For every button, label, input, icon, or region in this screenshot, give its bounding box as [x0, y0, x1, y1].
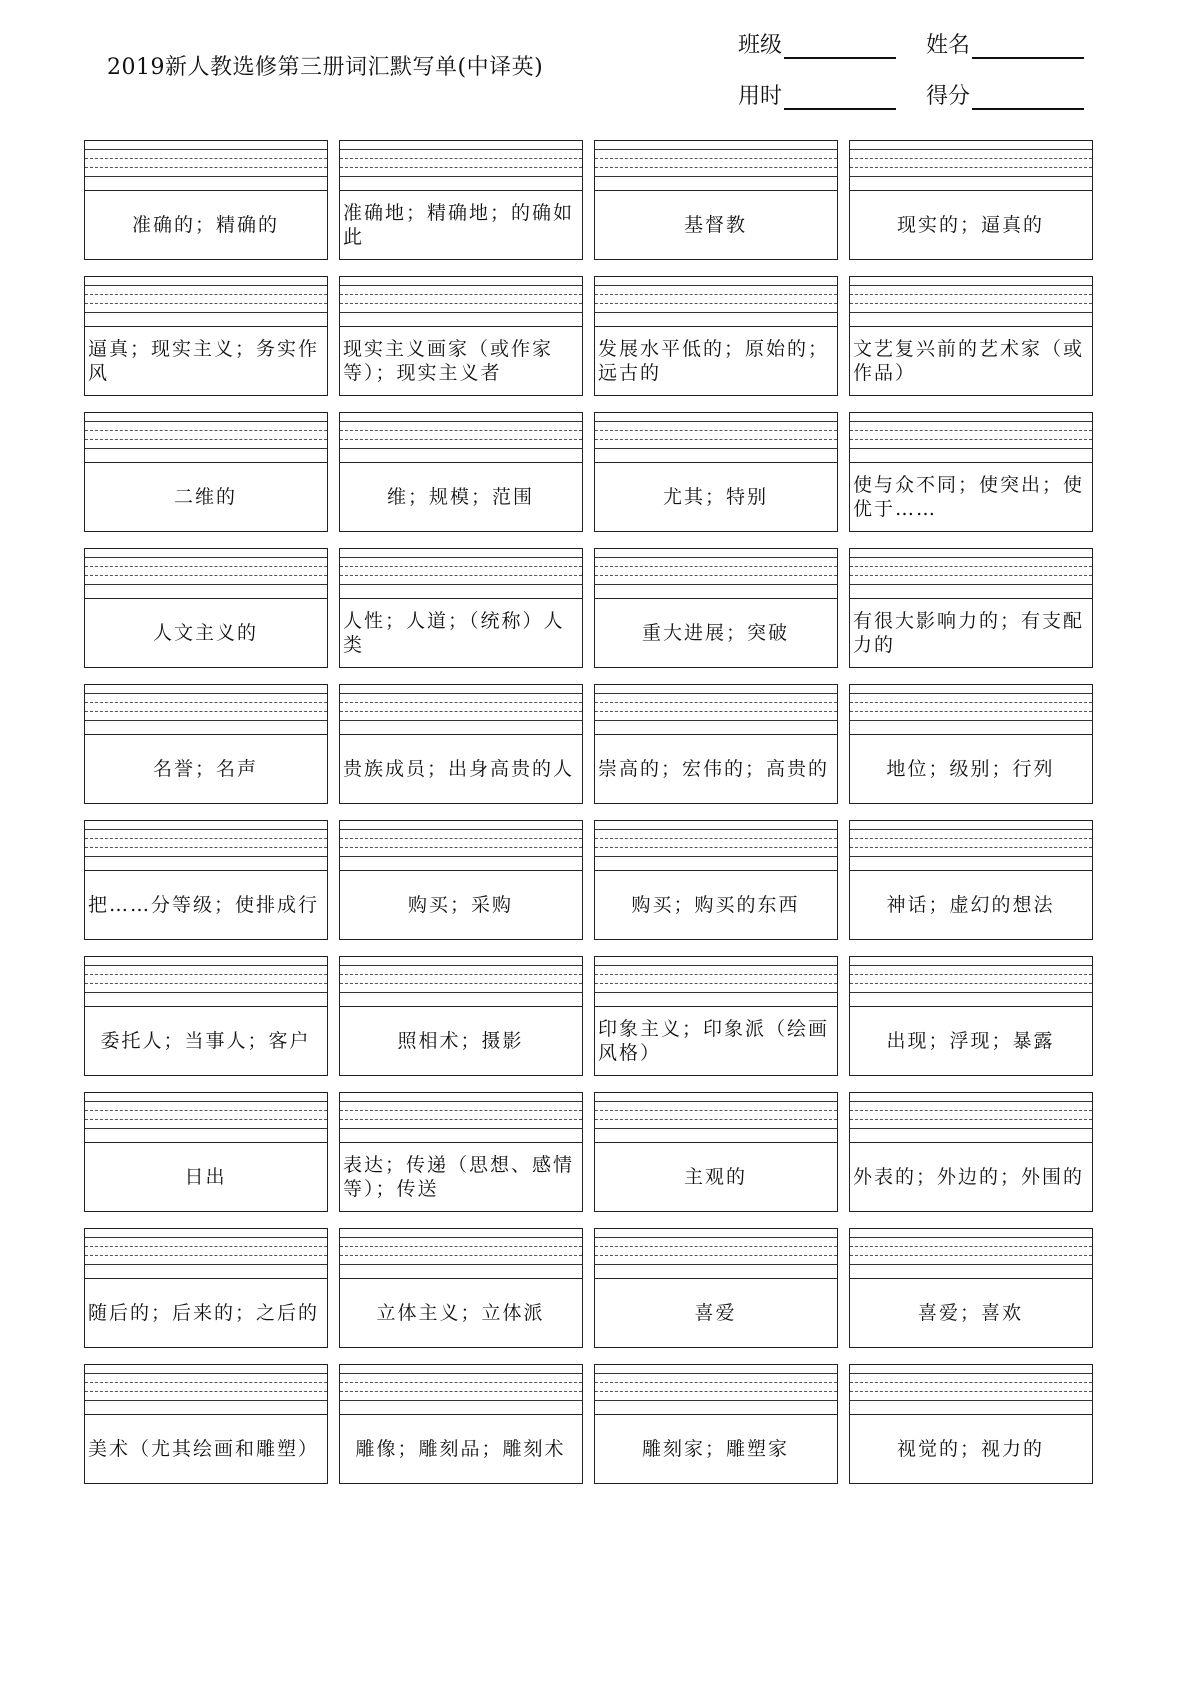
- guide-solid-line: [595, 176, 837, 177]
- guide-solid-line: [340, 720, 582, 721]
- vocab-cell: [339, 820, 583, 940]
- answer-writing-area[interactable]: [850, 1229, 1092, 1279]
- guide-solid-line: [340, 557, 582, 558]
- guide-solid-line: [850, 312, 1092, 313]
- guide-dashed-line: [850, 1382, 1092, 1383]
- guide-dashed-line: [850, 158, 1092, 159]
- chinese-meaning: 有很大影响力的；有支配力的: [853, 610, 1085, 656]
- chinese-meaning: 外表的；外边的；外围的: [853, 1166, 1085, 1188]
- guide-solid-line: [850, 992, 1092, 993]
- vocab-cell: [849, 548, 1093, 668]
- guide-solid-line: [85, 312, 327, 313]
- vocab-cell: [594, 548, 838, 668]
- guide-solid-line: [340, 421, 582, 422]
- guide-solid-line: [850, 693, 1092, 694]
- vocab-cell: [339, 140, 583, 260]
- guide-solid-line: [850, 1237, 1092, 1238]
- chinese-meaning: 地位；级别；行列: [886, 758, 1055, 780]
- answer-writing-area[interactable]: [595, 821, 837, 871]
- answer-writing-area[interactable]: [595, 1365, 837, 1415]
- answer-writing-area[interactable]: [340, 413, 582, 463]
- chinese-meaning: 逼真；现实主义；务实作风: [88, 338, 320, 384]
- chinese-meaning: 委托人；当事人；客户: [100, 1030, 311, 1052]
- guide-dashed-line: [340, 158, 582, 159]
- guide-dashed-line: [85, 294, 327, 295]
- answer-writing-area[interactable]: [340, 957, 582, 1007]
- guide-solid-line: [340, 149, 582, 150]
- guide-solid-line: [85, 720, 327, 721]
- time-field: [738, 79, 896, 110]
- guide-dashed-line: [85, 1255, 327, 1256]
- guide-dashed-line: [340, 294, 582, 295]
- answer-writing-area[interactable]: [595, 957, 837, 1007]
- vocab-cell: [594, 820, 838, 940]
- guide-solid-line: [595, 720, 837, 721]
- answer-writing-area[interactable]: [850, 685, 1092, 735]
- guide-dashed-line: [85, 575, 327, 576]
- guide-solid-line: [595, 448, 837, 449]
- guide-solid-line: [595, 856, 837, 857]
- guide-dashed-line: [85, 702, 327, 703]
- answer-writing-area[interactable]: [340, 1093, 582, 1143]
- chinese-meaning: 雕刻家；雕塑家: [641, 1438, 789, 1460]
- answer-writing-area[interactable]: [595, 141, 837, 191]
- guide-dashed-line: [85, 430, 327, 431]
- name-field: [926, 28, 1084, 59]
- guide-dashed-line: [85, 983, 327, 984]
- vocab-cell: [594, 140, 838, 260]
- vocab-cell: [594, 684, 838, 804]
- guide-solid-line: [340, 312, 582, 313]
- time-blank[interactable]: [784, 82, 896, 110]
- chinese-meaning: 购买；采购: [407, 894, 513, 916]
- guide-solid-line: [595, 965, 837, 966]
- chinese-meaning: 文艺复兴前的艺术家（或作品）: [853, 338, 1085, 384]
- answer-writing-area[interactable]: [340, 549, 582, 599]
- guide-solid-line: [850, 1400, 1092, 1401]
- chinese-meaning: 人文主义的: [152, 622, 258, 644]
- vocabulary-grid: [84, 140, 1093, 1484]
- guide-dashed-line: [850, 303, 1092, 304]
- guide-dashed-line: [85, 1110, 327, 1111]
- chinese-meaning: 照相术；摄影: [397, 1030, 524, 1052]
- guide-dashed-line: [340, 566, 582, 567]
- answer-writing-area[interactable]: [595, 685, 837, 735]
- chinese-meaning: 基督教: [683, 214, 747, 236]
- guide-dashed-line: [85, 974, 327, 975]
- guide-dashed-line: [85, 167, 327, 168]
- guide-solid-line: [595, 149, 837, 150]
- answer-writing-area[interactable]: [340, 685, 582, 735]
- class-label: 班级: [738, 33, 783, 58]
- guide-solid-line: [85, 965, 327, 966]
- answer-writing-area[interactable]: [85, 957, 327, 1007]
- guide-dashed-line: [85, 1391, 327, 1392]
- guide-dashed-line: [850, 1391, 1092, 1392]
- guide-dashed-line: [850, 974, 1092, 975]
- time-label: 用时: [738, 84, 783, 109]
- vocab-cell: [594, 276, 838, 396]
- guide-dashed-line: [595, 439, 837, 440]
- guide-solid-line: [595, 992, 837, 993]
- guide-dashed-line: [595, 838, 837, 839]
- vocab-cell: [84, 276, 328, 396]
- chinese-meaning: 喜爱: [694, 1302, 737, 1324]
- guide-solid-line: [340, 285, 582, 286]
- guide-dashed-line: [340, 1391, 582, 1392]
- vocab-cell: [339, 1092, 583, 1212]
- guide-solid-line: [850, 1101, 1092, 1102]
- guide-dashed-line: [85, 711, 327, 712]
- answer-writing-area[interactable]: [850, 413, 1092, 463]
- chinese-meaning: 准确地；精确地；的确如此: [343, 202, 575, 248]
- guide-solid-line: [85, 557, 327, 558]
- guide-dashed-line: [595, 167, 837, 168]
- vocab-cell: [594, 956, 838, 1076]
- chinese-meaning: 二维的: [173, 486, 237, 508]
- guide-dashed-line: [85, 1119, 327, 1120]
- guide-solid-line: [595, 1400, 837, 1401]
- guide-solid-line: [85, 584, 327, 585]
- guide-dashed-line: [595, 1255, 837, 1256]
- answer-writing-area[interactable]: [340, 1365, 582, 1415]
- guide-dashed-line: [850, 838, 1092, 839]
- answer-writing-area[interactable]: [340, 1229, 582, 1279]
- guide-dashed-line: [850, 847, 1092, 848]
- class-field: [738, 28, 896, 59]
- guide-dashed-line: [85, 439, 327, 440]
- guide-solid-line: [340, 693, 582, 694]
- name-label: 姓名: [926, 33, 971, 58]
- guide-dashed-line: [595, 575, 837, 576]
- vocab-cell: [84, 684, 328, 804]
- chinese-meaning: 把……分等级；使排成行: [88, 894, 320, 916]
- guide-solid-line: [850, 856, 1092, 857]
- guide-solid-line: [85, 1101, 327, 1102]
- guide-solid-line: [850, 1128, 1092, 1129]
- guide-solid-line: [595, 829, 837, 830]
- vocab-cell: [84, 140, 328, 260]
- guide-dashed-line: [340, 1119, 582, 1120]
- guide-solid-line: [850, 176, 1092, 177]
- guide-dashed-line: [850, 1255, 1092, 1256]
- name-blank[interactable]: [972, 31, 1084, 59]
- vocab-cell: [594, 412, 838, 532]
- guide-dashed-line: [85, 566, 327, 567]
- guide-solid-line: [85, 176, 327, 177]
- vocab-cell: [339, 276, 583, 396]
- guide-dashed-line: [85, 158, 327, 159]
- guide-dashed-line: [340, 1246, 582, 1247]
- guide-dashed-line: [340, 575, 582, 576]
- chinese-meaning: 现实的；逼真的: [896, 214, 1044, 236]
- guide-dashed-line: [595, 711, 837, 712]
- guide-solid-line: [85, 992, 327, 993]
- guide-solid-line: [85, 448, 327, 449]
- guide-solid-line: [85, 1237, 327, 1238]
- answer-writing-area[interactable]: [850, 821, 1092, 871]
- guide-solid-line: [340, 1400, 582, 1401]
- guide-dashed-line: [850, 1110, 1092, 1111]
- chinese-meaning: 发展水平低的；原始的；远古的: [598, 338, 830, 384]
- chinese-meaning: 印象主义；印象派（绘画风格）: [598, 1018, 830, 1064]
- score-label: 得分: [926, 84, 971, 109]
- guide-solid-line: [850, 285, 1092, 286]
- answer-writing-area[interactable]: [595, 549, 837, 599]
- vocab-cell: [849, 820, 1093, 940]
- vocab-cell: [339, 684, 583, 804]
- guide-solid-line: [595, 421, 837, 422]
- answer-writing-area[interactable]: [85, 1093, 327, 1143]
- chinese-meaning: 出现；浮现；暴露: [886, 1030, 1055, 1052]
- vocab-cell: [849, 1228, 1093, 1348]
- guide-dashed-line: [850, 294, 1092, 295]
- guide-dashed-line: [340, 847, 582, 848]
- guide-solid-line: [850, 584, 1092, 585]
- score-blank[interactable]: [972, 82, 1084, 110]
- chinese-meaning: 人性；人道；（统称）人类: [343, 610, 565, 656]
- chinese-meaning: 名誉；名声: [152, 758, 258, 780]
- vocab-cell: [849, 140, 1093, 260]
- guide-solid-line: [85, 1128, 327, 1129]
- chinese-meaning: 随后的；后来的；之后的: [88, 1302, 320, 1324]
- guide-solid-line: [340, 829, 582, 830]
- chinese-meaning: 喜爱；喜欢: [917, 1302, 1023, 1324]
- chinese-meaning: 使与众不同；使突出；使优于……: [853, 474, 1085, 520]
- guide-dashed-line: [595, 702, 837, 703]
- vocab-cell: [339, 548, 583, 668]
- guide-dashed-line: [595, 303, 837, 304]
- answer-writing-area[interactable]: [85, 685, 327, 735]
- guide-dashed-line: [85, 847, 327, 848]
- answer-writing-area[interactable]: [850, 549, 1092, 599]
- guide-solid-line: [85, 149, 327, 150]
- guide-dashed-line: [595, 158, 837, 159]
- answer-writing-area[interactable]: [850, 957, 1092, 1007]
- vocab-cell: [594, 1092, 838, 1212]
- vocab-cell: [84, 820, 328, 940]
- vocab-cell: [594, 1364, 838, 1484]
- guide-solid-line: [340, 584, 582, 585]
- chinese-meaning: 表达；传递（思想、感情等）；传送: [343, 1154, 575, 1200]
- guide-solid-line: [85, 1373, 327, 1374]
- answer-writing-area[interactable]: [85, 821, 327, 871]
- answer-writing-area[interactable]: [850, 1365, 1092, 1415]
- answer-writing-area[interactable]: [595, 277, 837, 327]
- guide-dashed-line: [340, 983, 582, 984]
- guide-dashed-line: [850, 566, 1092, 567]
- answer-writing-area[interactable]: [595, 1093, 837, 1143]
- guide-solid-line: [340, 1373, 582, 1374]
- guide-dashed-line: [85, 1382, 327, 1383]
- guide-solid-line: [85, 1400, 327, 1401]
- guide-dashed-line: [595, 847, 837, 848]
- answer-writing-area[interactable]: [85, 277, 327, 327]
- guide-solid-line: [595, 557, 837, 558]
- vocab-cell: [339, 956, 583, 1076]
- chinese-meaning: 重大进展；突破: [641, 622, 789, 644]
- guide-dashed-line: [595, 1391, 837, 1392]
- guide-dashed-line: [340, 303, 582, 304]
- guide-dashed-line: [85, 838, 327, 839]
- answer-writing-area[interactable]: [85, 549, 327, 599]
- vocab-cell: [849, 1364, 1093, 1484]
- guide-dashed-line: [340, 838, 582, 839]
- answer-writing-area[interactable]: [850, 1093, 1092, 1143]
- page-title: 2019新人教选修第三册词汇默写单(中译英): [107, 55, 544, 80]
- guide-solid-line: [595, 693, 837, 694]
- answer-writing-area[interactable]: [85, 141, 327, 191]
- guide-dashed-line: [850, 167, 1092, 168]
- score-field: [926, 79, 1084, 110]
- guide-dashed-line: [850, 983, 1092, 984]
- answer-writing-area[interactable]: [340, 141, 582, 191]
- chinese-meaning: 雕像；雕刻品；雕刻术: [355, 1438, 566, 1460]
- guide-solid-line: [595, 1237, 837, 1238]
- guide-dashed-line: [340, 702, 582, 703]
- chinese-meaning: 神话；虚幻的想法: [886, 894, 1055, 916]
- vocab-cell: [849, 956, 1093, 1076]
- answer-writing-area[interactable]: [850, 141, 1092, 191]
- chinese-meaning: 崇高的；宏伟的；高贵的: [598, 758, 830, 780]
- guide-dashed-line: [340, 1255, 582, 1256]
- chinese-meaning: 购买；购买的东西: [631, 894, 800, 916]
- guide-dashed-line: [85, 1246, 327, 1247]
- guide-dashed-line: [595, 1246, 837, 1247]
- vocab-cell: [84, 1092, 328, 1212]
- guide-dashed-line: [850, 1246, 1092, 1247]
- guide-dashed-line: [850, 711, 1092, 712]
- vocab-cell: [849, 684, 1093, 804]
- guide-dashed-line: [850, 439, 1092, 440]
- guide-solid-line: [85, 856, 327, 857]
- vocab-cell: [84, 956, 328, 1076]
- answer-writing-area[interactable]: [595, 413, 837, 463]
- guide-dashed-line: [85, 303, 327, 304]
- chinese-meaning: 主观的: [683, 1166, 747, 1188]
- vocab-cell: [849, 1092, 1093, 1212]
- guide-dashed-line: [340, 167, 582, 168]
- chinese-meaning: 日出: [184, 1166, 227, 1188]
- answer-writing-area[interactable]: [85, 1365, 327, 1415]
- guide-solid-line: [85, 829, 327, 830]
- guide-solid-line: [595, 285, 837, 286]
- chinese-meaning: 现实主义画家（或作家等）；现实主义者: [343, 338, 554, 384]
- guide-dashed-line: [850, 1119, 1092, 1120]
- vocab-cell: [339, 412, 583, 532]
- guide-solid-line: [595, 1128, 837, 1129]
- guide-solid-line: [850, 829, 1092, 830]
- guide-dashed-line: [595, 1119, 837, 1120]
- guide-dashed-line: [340, 439, 582, 440]
- guide-solid-line: [595, 584, 837, 585]
- guide-solid-line: [85, 1264, 327, 1265]
- guide-dashed-line: [340, 974, 582, 975]
- guide-solid-line: [595, 1264, 837, 1265]
- guide-dashed-line: [595, 430, 837, 431]
- guide-solid-line: [340, 448, 582, 449]
- guide-solid-line: [340, 1237, 582, 1238]
- guide-dashed-line: [850, 430, 1092, 431]
- vocab-cell: [849, 276, 1093, 396]
- guide-dashed-line: [850, 575, 1092, 576]
- answer-writing-area[interactable]: [850, 277, 1092, 327]
- guide-solid-line: [85, 421, 327, 422]
- guide-dashed-line: [595, 1382, 837, 1383]
- guide-solid-line: [595, 1373, 837, 1374]
- guide-solid-line: [340, 176, 582, 177]
- guide-dashed-line: [595, 294, 837, 295]
- chinese-meaning: 尤其；特别: [662, 486, 768, 508]
- vocab-cell: [84, 548, 328, 668]
- answer-writing-area[interactable]: [340, 277, 582, 327]
- guide-solid-line: [850, 149, 1092, 150]
- vocab-cell: [84, 412, 328, 532]
- guide-solid-line: [595, 1101, 837, 1102]
- chinese-meaning: 准确的；精确的: [131, 214, 279, 236]
- chinese-meaning: 立体主义；立体派: [376, 1302, 545, 1324]
- chinese-meaning: 贵族成员；出身高贵的人: [343, 758, 575, 780]
- chinese-meaning: 视觉的；视力的: [896, 1438, 1044, 1460]
- answer-writing-area[interactable]: [85, 1229, 327, 1279]
- guide-dashed-line: [340, 430, 582, 431]
- vocab-cell: [339, 1228, 583, 1348]
- guide-dashed-line: [340, 1110, 582, 1111]
- guide-dashed-line: [340, 711, 582, 712]
- class-blank[interactable]: [784, 31, 896, 59]
- guide-dashed-line: [595, 1110, 837, 1111]
- answer-writing-area[interactable]: [340, 821, 582, 871]
- guide-dashed-line: [595, 974, 837, 975]
- guide-solid-line: [850, 1264, 1092, 1265]
- guide-solid-line: [850, 1373, 1092, 1374]
- guide-solid-line: [850, 557, 1092, 558]
- guide-solid-line: [850, 448, 1092, 449]
- guide-dashed-line: [340, 1382, 582, 1383]
- guide-solid-line: [850, 965, 1092, 966]
- guide-dashed-line: [595, 566, 837, 567]
- guide-solid-line: [340, 856, 582, 857]
- answer-writing-area[interactable]: [595, 1229, 837, 1279]
- guide-dashed-line: [850, 702, 1092, 703]
- guide-solid-line: [850, 421, 1092, 422]
- guide-dashed-line: [595, 983, 837, 984]
- vocab-cell: [339, 1364, 583, 1484]
- guide-solid-line: [85, 693, 327, 694]
- guide-solid-line: [340, 1264, 582, 1265]
- vocab-cell: [84, 1364, 328, 1484]
- vocab-cell: [594, 1228, 838, 1348]
- guide-solid-line: [340, 965, 582, 966]
- chinese-meaning: 维；规模；范围: [386, 486, 534, 508]
- guide-solid-line: [85, 285, 327, 286]
- answer-writing-area[interactable]: [85, 413, 327, 463]
- guide-solid-line: [595, 312, 837, 313]
- vocab-cell: [84, 1228, 328, 1348]
- vocab-cell: [849, 412, 1093, 532]
- chinese-meaning: 美术（尤其绘画和雕塑）: [88, 1438, 320, 1460]
- guide-solid-line: [850, 720, 1092, 721]
- guide-solid-line: [340, 1128, 582, 1129]
- guide-solid-line: [340, 1101, 582, 1102]
- guide-solid-line: [340, 992, 582, 993]
